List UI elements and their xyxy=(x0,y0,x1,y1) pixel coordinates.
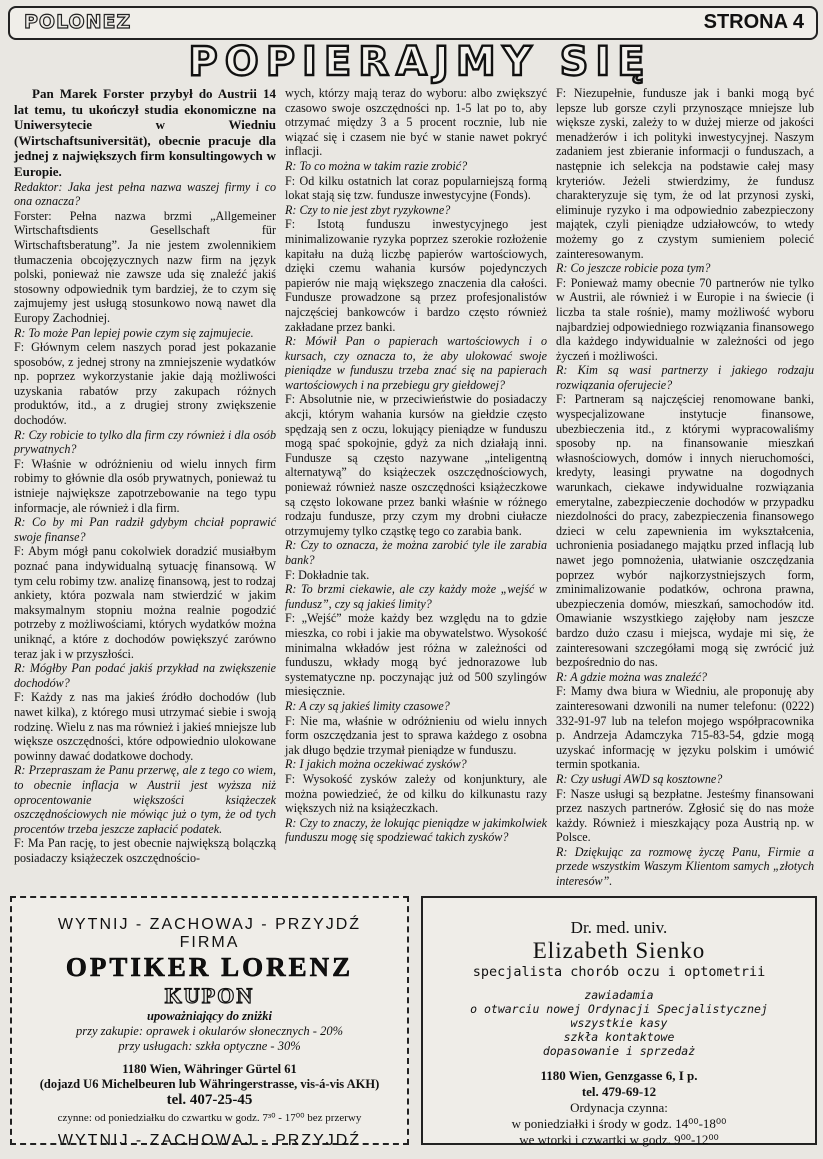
interview-answer: F: Abym mógł panu cokolwiek doradzić musiałbym poznać pana indywidualną sytuację finansową. W tym celu robimy tzw. analizę finansową, jest to rodzaj ankiety, która pozwala nam stwierdzić w jakim maksymalnym stopniu można realnie pogodzić potrzeby z możliwościami, których wydatków można uniknąć, a które z dochodów powiększyć zarówno teraz jak i w przyszłości. xyxy=(14,544,276,661)
interview-question: R: To co można w takim razie zrobić? xyxy=(285,158,468,173)
interview-answer: F: Istotą funduszu inwestycyjnego jest minimalizowanie ryzyka poprzez szerokie rozłożenie kapitału na dużą liczbę papierów wartościowych, dzięki czemu wahania kursów pojedynczych papierów nie mają większego znaczenia dla całości. Fundusze prowadzone są przez profesjonalistów najczęściej bankowców i bardzo często również zakładane przez banki. xyxy=(285,217,547,334)
discount-lenses: przy usługach: szkła optyczne - 30% xyxy=(118,1039,301,1053)
interview-answer: F: „Wejść” może każdy bez względu na to gdzie mieszka, co robi i jakie ma obywatelstwo. Wysokość minimalna wkładów jest różna w zależności od funduszu, wkłady mogą być jednorazowe lub systematyczne np. poczynając już od 500 szylingów miesięcznie. xyxy=(285,611,547,699)
page-number: STRONA 4 xyxy=(703,11,804,33)
article-column-3 xyxy=(556,86,814,889)
article-lead: Pan Marek Forster przybył do Austrii 14 lat temu, tu ukończył studia ekonomiczne na Uniwersytecie w Wiedniu (Wirtschaftsuniversität), obecnie pracuje dla jednej z największych firm konsultingowych w Europie. xyxy=(14,86,276,179)
column-1-body xyxy=(14,180,276,866)
interview-question: R: Co jeszcze robicie poza tym? xyxy=(556,261,711,276)
interview-answer: F: Dokładnie tak. xyxy=(285,567,370,582)
optiker-lorenz-ad xyxy=(10,896,409,1149)
interview-answer: F: Mamy dwa biura w Wiedniu, ale proponuję aby zainteresowani dzwonili na numer telefonu: (0222) 332-91-97 lub na telefon mojego współpracownika p. Andrzeja Adamczyka 715-83-54, gdzie mogą uzyskać informację w języku polskim i umówić termin spotkania. xyxy=(556,684,814,772)
interview-answer: F: Właśnie w odróżnieniu od wielu innych firm robimy to głównie dla osób prywatnych, ponieważ tu istnieje największe zapotrzebowanie na tego typu informacje, ale również i dla firm. xyxy=(14,456,276,515)
kupon-label: KUPON xyxy=(164,983,255,1008)
interview-question: R: A czy są jakieś limity czasowe? xyxy=(285,698,450,713)
masthead: POLONEZ xyxy=(24,11,132,33)
optiker-transit: (dojazd U6 Michelbeuren lub Währingerstrasse, vis-á-vis AKH) xyxy=(39,1077,380,1091)
hours-tue-thu: we wtorki i czwartki w godz. 9⁰⁰-12⁰⁰ xyxy=(519,1132,719,1147)
column-3-body xyxy=(556,86,814,889)
interview-question: R: Co by mi Pan radził gdybym chciał poprawić swoje finanse? xyxy=(14,515,276,544)
interview-question: R: To brzmi ciekawie, ale czy każdy może „wejść w fundusz”, czy są jakieś limity? xyxy=(285,582,547,611)
insurance-text: wszystkie kasy xyxy=(570,1016,668,1030)
interview-question: R: To może Pan lepiej powie czym się zajmujecie. xyxy=(14,325,254,340)
optiker-hours: czynne: od poniedziałku do czwartku w godz. 7³⁰ - 17⁰⁰ bez przerwy xyxy=(57,1112,362,1124)
article-title: POPIERAJMY SIĘ xyxy=(188,39,652,85)
interview-question: R: Czy to nie jest zbyt ryzykowne? xyxy=(285,202,451,217)
interview-question: R: Mówił Pan o papierach wartościowych i o kursach, czy oznacza to, że aby ulokować swoje pieniądze w funduszu trzeba znać się na papierach wartościowych i na przebiegu gry giełdowej? xyxy=(285,334,547,392)
interview-answer: wych, którzy mają teraz do wyboru: albo zwiększyć czasowo swoje oszczędności np. 1-5 lat po to, aby otrzymać między 3 a 5 procent rocznie, lub nie wiązać się i czasem nie być w stanie nawet pokryć inflacji. xyxy=(285,86,547,159)
interview-answer: F: Ma Pan rację, to jest obecnie największą bolączką posiadaczy książeczek oszczędnościo- xyxy=(14,836,276,865)
interview-question: Redaktor: Jaka jest pełna nazwa waszej firmy i co ona oznacza? xyxy=(14,179,276,209)
sienko-address: 1180 Wien, Genzgasse 6, I p. xyxy=(540,1068,698,1083)
hours-label: Ordynacja czynna: xyxy=(570,1100,668,1115)
interview-question: R: Czy usługi AWD są kosztowne? xyxy=(556,771,723,786)
interview-answer: F: Od kilku ostatnich lat coraz popularniejszą formą lokat stają się tzw. fundusze inwestycyjne (Fonds). xyxy=(285,173,547,203)
page-header xyxy=(8,6,818,40)
interview-question: R: Czy to znaczy, że lokując pieniądze w jakimkolwiek funduszu mogę się spodziewać takich zysków? xyxy=(285,815,547,845)
interview-question: R: Przepraszam że Panu przerwę, ale z tego co wiem, to obecnie inflacja w Austrii jest wyższa niż oprocentowanie większości książeczek oszczędnościowych nie mówiąc już o tym, że od tych procentów trzeba jeszcze zapłacić podatek. xyxy=(14,763,276,836)
sienko-ad xyxy=(421,896,817,1145)
interview-answer: F: Niezupełnie, fundusze jak i banki mogą być lepsze lub gorsze czyli przynoszące mniejsze lub większe zyski, zależy to w dużej mierze od jakości menadżerów i ich polityki inwestycyjnej. Naszym zadaniem jest zbieranie informacji o funduszach, a następnie ich selekcja na podstawie całej masy kryteriów. Jeżeli stwierdzimy, że fundusz charakteryzuje się tym, że od lat przynosi zyski, eliminuje ryzyko i ma odpowiednio zabezpieczony majątek, czyli pieniądze udziałowców, to wtedy możemy go z czystym sumieniem polecić zainteresowanym. xyxy=(556,86,814,261)
optiker-name: OPTIKER LORENZ xyxy=(65,952,354,982)
interview-question: R: A gdzie można was znaleźć? xyxy=(556,669,708,684)
fitting-text: dopasowanie i sprzedaż xyxy=(542,1044,696,1058)
interview-answer: F: Ponieważ mamy obecnie 70 partnerów nie tylko w Austrii, ale również i w Europie i na świecie (i liczba ta stale rośnie), mamy możliwość wyboru najbardziej odpowiedniego rozwiązania finansowego dla każdego indywidualnie w zależności od jego życzeń i możliwości. xyxy=(556,275,814,363)
interview-question: R: Dziękując za rozmowę życzę Panu, Firmie a przede wszystkim Waszym Klientom samych „złotych interesów”. xyxy=(556,844,814,889)
optiker-phone: tel. 407-25-45 xyxy=(166,1092,253,1108)
cut-keep-come-bottom: WYTNIJ - ZACHOWAJ - PRZYJDŹ xyxy=(57,1132,362,1149)
discount-frames: przy zakupie: oprawek i okularów słonecznych - 20% xyxy=(76,1024,343,1038)
interview-answer: F: Nasze usługi są bezpłatne. Jesteśmy finansowani przez naszych partnerów. Zgłosić się do nas może każdy. Również i mieszkający poza Austrią np. w Polsce. xyxy=(556,786,814,845)
sienko-phone: tel. 479-69-12 xyxy=(581,1084,657,1099)
interview-answer: F: Partneram są najczęściej renomowane banki, wyspecjalizowane instytucje finansowe, ubezbieczenia itd., z którymi wypracowaliśmy sposoby np. na finansowanie mieszkań własnościowych, domów i innych nieruchomości, kredyty, leasingi prywatne na dogodnych warunkach, ciekawe indywidualne rozwiązania emerytalne, zabezpieczenie dochodów w przypadku niezdolności do pracy, zabezpieczenia finansowego dzieci w celu zapewnienia im wykształcenia, uchronienia posiadanego majątku przed inflacją lub nawet jego pomnożenia, ułatwianie oszczędzania poprzez wybór najkorzystniejszych form, zminimalizowanie podatków, ochrona prawna, ubezpieczenia domów, mieszkań, samochodów itd. Omawianie wszystkiego zajęłoby nam jeszcze bardzo dużo czasu i miejsca, wydaje mi się, że zainteresowani szczegółami mogą się zwrócić już bezpośrednio do nas. xyxy=(556,392,814,670)
interview-question: R: Czy to oznacza, że można zarobić tyle ile zarabia bank? xyxy=(285,538,547,567)
firma-label: FIRMA xyxy=(179,934,240,951)
interview-question: R: I jakich można oczekiwać zysków? xyxy=(285,757,467,772)
article-column-1 xyxy=(14,86,276,868)
interview-question: R: Kim są wasi partnerzy i jakiego rodzaju rozwiązania oferujecie? xyxy=(556,363,814,392)
kupon-subtitle: upoważniający do zniżki xyxy=(146,1009,273,1023)
opening-text: o otwarciu nowej Ordynacji Specjalistycznej xyxy=(470,1002,768,1016)
contact-lenses-text: szkła kontaktowe xyxy=(563,1030,675,1044)
interview-answer: F: Nie ma, właśnie w odróżnieniu od wielu innych form oszczędzania jest to sprawa każdego z osobna jak długo będzie trzymał pieniądze w funduszu. xyxy=(285,713,547,757)
optiker-address: 1180 Wien, Währinger Gürtel 61 xyxy=(122,1062,297,1076)
doctor-specialty: specjalista chorób oczu i optometrii xyxy=(472,964,766,980)
interview-answer: F: Absolutnie nie, w przeciwieństwie do posiadaczy akcji, którym wahania kursów na giełdzie często spędzają sen z oczu, lokujący pieniądze w funduszu mogą spać spokojnie, gdyż za nich działają inni. Fundusze są często nazywane „inteligentną alternatywą” do książeczek oszczędnościowych, ponieważ również nasze oszczędności książeczkowe są często lokowane przez banki właśnie w różnego rodzaju fundusze, przy czym my drobni ciułacze otrzymujemy tylko cząstkę tego co zarabia bank. xyxy=(285,392,547,538)
interview-answer: Forster: Pełna nazwa brzmi „Allgemeiner Wirtschaftsdients Gesellschaft für Wirtschaftsberatung”. Ja nie jestem zwolennikiem tłumaczenia obcojęzycznych nazw firm na język polski, ponieważ nie zawsze uda się znaleźć jakiś stosowny odpowiednik tym bardziej, że to czym się zajmujemy jest usługą stosunkowo nową nawet dla Europy Zachodniej. xyxy=(14,208,276,325)
cut-keep-come-top: WYTNIJ - ZACHOWAJ - PRZYJDŹ xyxy=(57,916,362,933)
doctor-name: Elizabeth Sienko xyxy=(532,938,706,963)
interview-question: R: Czy robicie to tylko dla firm czy również i dla osób prywatnych? xyxy=(14,427,276,457)
interview-answer: F: Każdy z nas ma jakieś źródło dochodów (lub nawet kilka), z którego musi utrzymać siebie i swoją rodzinę. Wielu z nas ma również i jakieś mniejsze lub większe oszczędności, które odpowiednio ulokowane powinny dawać dodatkowe dochody. xyxy=(14,690,276,763)
interview-answer: F: Głównym celem naszych porad jest pokazanie sposobów, z jednej strony na zmniejszenie wydatków np. poprzez wykorzystanie jakie dają możliwości uzyskania rabatów przy zakupach różnych produktów, itd., a z drugiej strony zwiększenie dochodów. xyxy=(14,340,276,428)
column-2-body xyxy=(285,86,547,845)
notice-text: zawiadamia xyxy=(584,988,654,1002)
hours-mon-wed: w poniedziałki i środy w godz. 14⁰⁰-18⁰⁰ xyxy=(511,1116,727,1131)
interview-question: R: Mógłby Pan podać jakiś przykład na zwiększenie dochodów? xyxy=(14,661,276,690)
doctor-title: Dr. med. univ. xyxy=(570,918,668,937)
interview-answer: F: Wysokość zysków zależy od konjunktury, ale można powiedzieć, że od kilku do kilkunastu razy większych niż na książeczkach. xyxy=(285,771,547,816)
article-column-2 xyxy=(285,86,547,868)
